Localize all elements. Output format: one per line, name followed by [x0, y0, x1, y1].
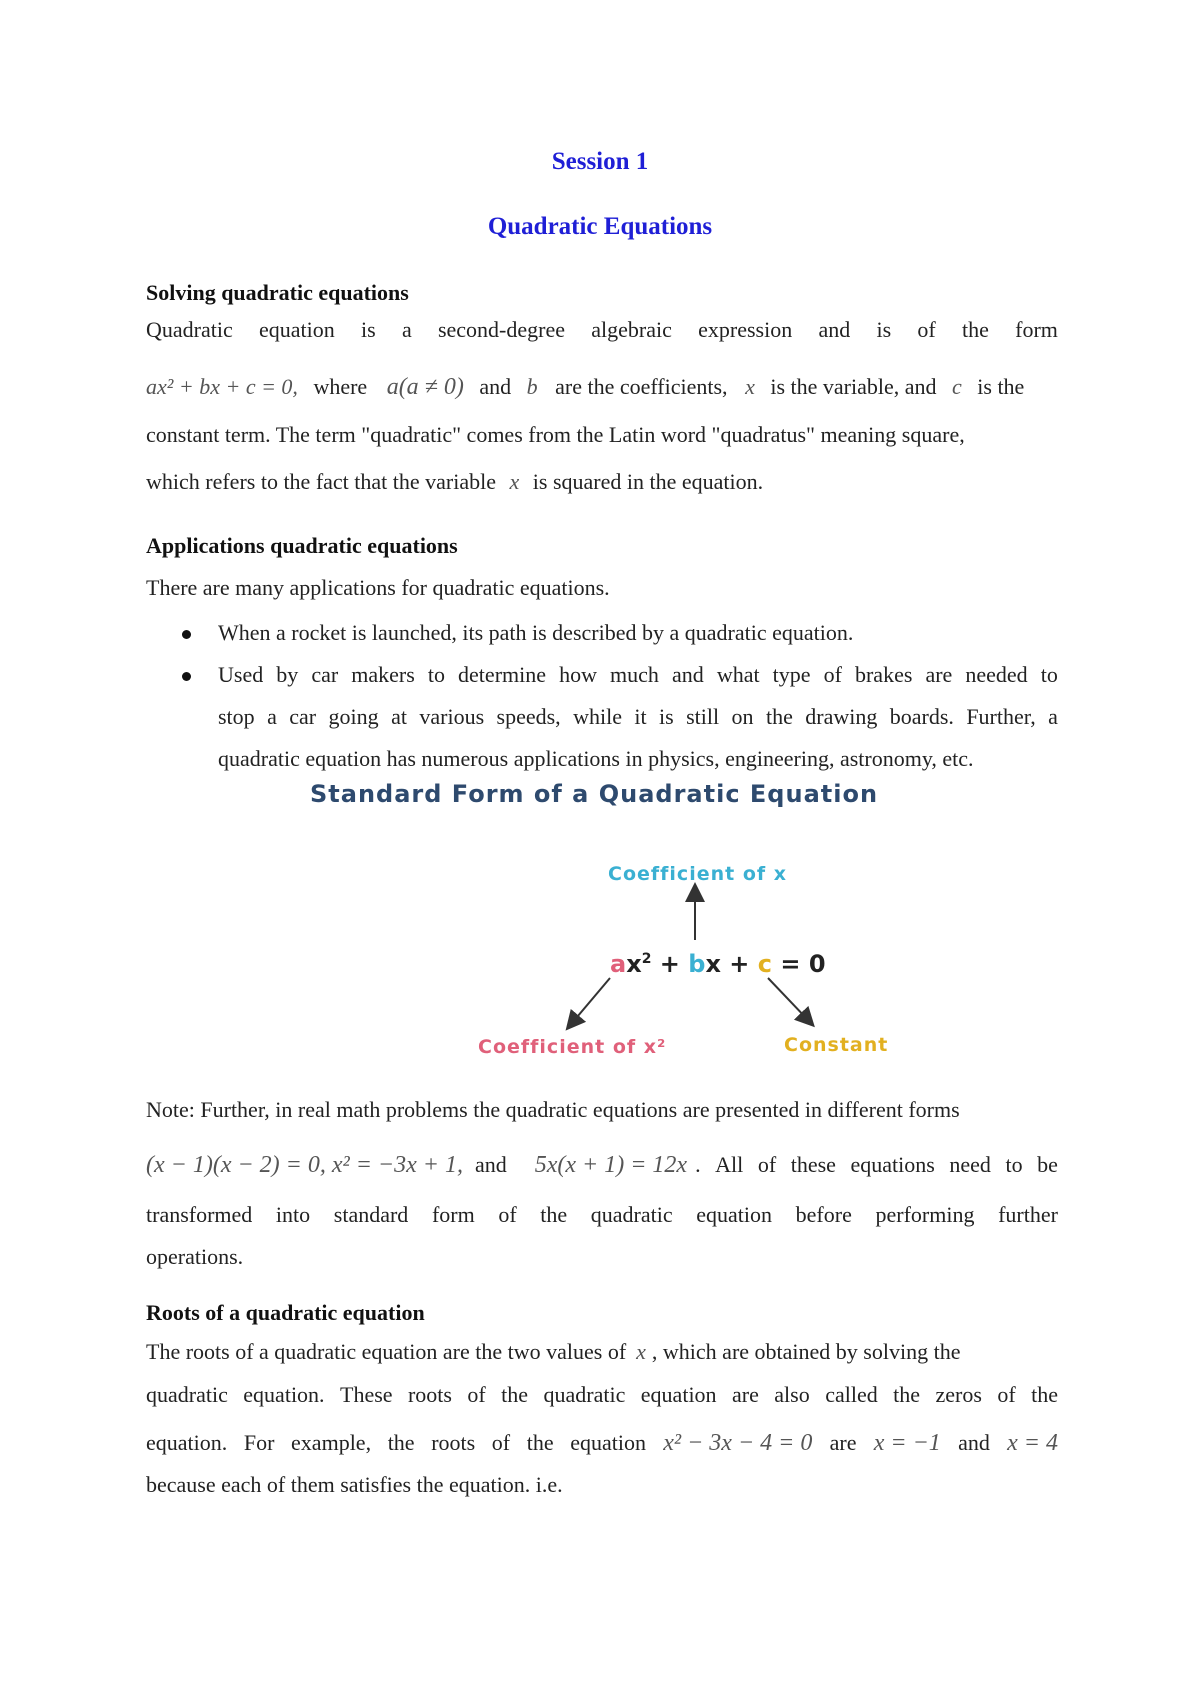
roots-text-a: The roots of a quadratic equation are the two values of: [146, 1339, 627, 1364]
eq-const-c: c: [757, 950, 772, 978]
word: these: [790, 1152, 836, 1177]
word: are: [732, 1382, 759, 1407]
word: the: [526, 1430, 554, 1455]
word: on: [731, 704, 754, 729]
word: how: [559, 662, 597, 687]
word: the: [1031, 1382, 1058, 1407]
word: quadratic: [146, 1382, 228, 1407]
eq-x: x: [705, 950, 721, 978]
word: transformed: [146, 1202, 253, 1227]
word: of: [757, 1152, 777, 1177]
text-is-the: is the: [977, 374, 1025, 399]
word: car: [289, 704, 317, 729]
word: expression: [698, 317, 793, 342]
roots-line4: because each of them satisfies the equation. i.e.: [146, 1472, 563, 1497]
word: second-degree: [437, 317, 565, 342]
roots-equation: x² − 3x − 4 = 0: [663, 1430, 813, 1456]
word: also: [774, 1382, 810, 1407]
word: still: [686, 704, 720, 729]
bullet-marker: [182, 630, 191, 639]
word: a: [401, 317, 412, 342]
word: the: [961, 317, 989, 342]
para1-line1: [146, 315, 1058, 345]
standard-form-diagram: [300, 780, 900, 1060]
roots-are: are: [829, 1430, 857, 1455]
word: roots: [407, 1382, 452, 1407]
word: Used: [218, 662, 264, 687]
text-are-coeff: are the coefficients,: [555, 374, 728, 399]
word: need: [949, 1152, 991, 1177]
text-line4b: is squared in the equation.: [532, 469, 764, 494]
root-one: x = −1: [873, 1430, 941, 1456]
word: All: [715, 1152, 744, 1177]
roots-line1: [146, 1337, 1058, 1367]
word: example,: [291, 1430, 372, 1455]
word: car: [311, 662, 339, 687]
word: into: [275, 1202, 311, 1227]
word: Further,: [966, 704, 1036, 729]
eq-coef-b: b: [688, 950, 706, 978]
diagram-arrows: [300, 780, 900, 1060]
word: equation: [640, 1382, 717, 1407]
applications-intro: There are many applications for quadratic equations.: [146, 575, 610, 600]
root-two: x = 4: [1007, 1430, 1058, 1456]
arrow-to-constant: [768, 978, 808, 1020]
word: equation: [570, 1430, 646, 1455]
word: boards.: [889, 704, 954, 729]
word: equation.: [243, 1382, 325, 1407]
word: be: [1037, 1152, 1058, 1177]
eq-sup: 2: [641, 951, 652, 967]
word: the: [540, 1202, 568, 1227]
word: needed: [965, 662, 1028, 687]
equation-standard: ax² + bx + c = 0,: [146, 374, 298, 399]
word: to: [1005, 1152, 1023, 1177]
word: of: [997, 1382, 1016, 1407]
word: .: [695, 1152, 701, 1177]
text-where: where: [313, 374, 368, 399]
word: the: [387, 1430, 415, 1455]
heading-applications: Applications quadratic equations: [146, 533, 458, 558]
roots-line3: [146, 1428, 1058, 1458]
word: by: [276, 662, 299, 687]
word: the: [893, 1382, 921, 1407]
word: is: [659, 704, 674, 729]
word: roots: [431, 1430, 476, 1455]
word: called: [825, 1382, 878, 1407]
para1-line4: [146, 467, 1058, 497]
bullet-car-line1: [218, 660, 1058, 690]
word: is: [876, 317, 892, 342]
roots-text-b: , which are obtained by solving the: [651, 1339, 961, 1364]
heading-solving: Solving quadratic equations: [146, 280, 409, 305]
word: performing: [875, 1202, 975, 1227]
roots-and: and: [958, 1430, 990, 1455]
roots-line2: [146, 1380, 1058, 1410]
arrow-to-coefficient-x2: [572, 978, 610, 1023]
word: what: [716, 662, 760, 687]
text-line4a: which refers to the fact that the variable: [146, 469, 497, 494]
text-is-var: is the variable, and: [770, 374, 937, 399]
word: at: [391, 704, 407, 729]
label-coefficient-x2: Coefficient of x²: [478, 1036, 667, 1058]
word: form: [431, 1202, 475, 1227]
eq-x2: x: [626, 950, 642, 978]
word: quadratic: [543, 1382, 626, 1407]
var-b: b: [526, 374, 538, 399]
note-equation1: (x − 1)(x − 2) = 0, x² = −3x + 1,: [146, 1152, 463, 1178]
word: zeros: [935, 1382, 982, 1407]
word: drawing: [805, 704, 878, 729]
word: algebraic: [591, 317, 672, 342]
var-x-2: x: [509, 469, 520, 494]
label-constant: Constant: [784, 1034, 889, 1056]
eq-plus: +: [651, 950, 689, 978]
word: and: [818, 317, 851, 342]
note-line2: [146, 1150, 1058, 1180]
word: speeds,: [496, 704, 561, 729]
bullet-car-line2: [218, 702, 1058, 732]
word: of: [491, 1430, 511, 1455]
eq-plus: +: [720, 950, 758, 978]
word: determine: [458, 662, 547, 687]
word: it: [634, 704, 647, 729]
word: of: [823, 662, 842, 687]
eq-equals-zero: = 0: [772, 950, 826, 978]
word: are: [925, 662, 953, 687]
word: equations: [850, 1152, 935, 1177]
session-title: Session 1: [551, 148, 649, 175]
word: type: [772, 662, 811, 687]
equation-a-cond: a(a ≠ 0): [386, 374, 464, 400]
word: further: [998, 1202, 1058, 1227]
word: much: [610, 662, 659, 687]
word: going: [328, 704, 379, 729]
note-equation2: 5x(x + 1) = 12x: [534, 1152, 688, 1178]
word: of: [467, 1382, 486, 1407]
word: and: [671, 662, 704, 687]
roots-var-x: x: [636, 1339, 646, 1364]
note-tail: [695, 1150, 1058, 1180]
roots-line3-words: [146, 1428, 646, 1458]
main-title: Quadratic Equations: [487, 213, 713, 240]
word: the: [765, 704, 793, 729]
para1-line2: [146, 372, 1058, 402]
note-line1: Note: Further, in real math problems the quadratic equations are presented in different forms: [146, 1097, 960, 1122]
word: makers: [351, 662, 415, 687]
word: For: [243, 1430, 275, 1455]
var-c: c: [952, 374, 962, 399]
word: a: [1048, 704, 1058, 729]
word: of: [498, 1202, 517, 1227]
word: the: [501, 1382, 529, 1407]
word: is: [361, 317, 376, 342]
word: equation: [258, 317, 335, 342]
word: of: [917, 317, 936, 342]
word: equation: [696, 1202, 773, 1227]
bullet-marker: [182, 672, 191, 681]
text-and: and: [479, 374, 512, 399]
word: quadratic: [590, 1202, 673, 1227]
word: to: [1040, 662, 1058, 687]
var-x: x: [745, 374, 755, 399]
bullet-car-line3: quadratic equation has numerous applications in physics, engineering, astronomy, etc.: [218, 746, 974, 771]
bullet-rocket: When a rocket is launched, its path is described by a quadratic equation.: [218, 620, 854, 645]
note-and: and: [474, 1152, 507, 1177]
eq-coef-a: a: [610, 950, 627, 978]
word: to: [427, 662, 445, 687]
label-coefficient-x: Coefficient of x: [608, 863, 788, 885]
diagram-title: Standard Form of a Quadratic Equation: [310, 780, 879, 808]
para1-line3: constant term. The term "quadratic" comes from the Latin word "quadratus" meaning square,: [146, 422, 965, 447]
note-line4: operations.: [146, 1244, 244, 1269]
word: These: [340, 1382, 393, 1407]
word: stop: [218, 704, 255, 729]
heading-roots: Roots of a quadratic equation: [146, 1300, 425, 1325]
word: before: [795, 1202, 852, 1227]
word: form: [1015, 317, 1058, 342]
note-line3: [146, 1200, 1058, 1230]
word: standard: [333, 1202, 409, 1227]
word: equation.: [146, 1430, 228, 1455]
word: various: [419, 704, 485, 729]
word: while: [573, 704, 622, 729]
word: brakes: [854, 662, 913, 687]
word: Quadratic: [146, 317, 233, 342]
word: a: [267, 704, 277, 729]
